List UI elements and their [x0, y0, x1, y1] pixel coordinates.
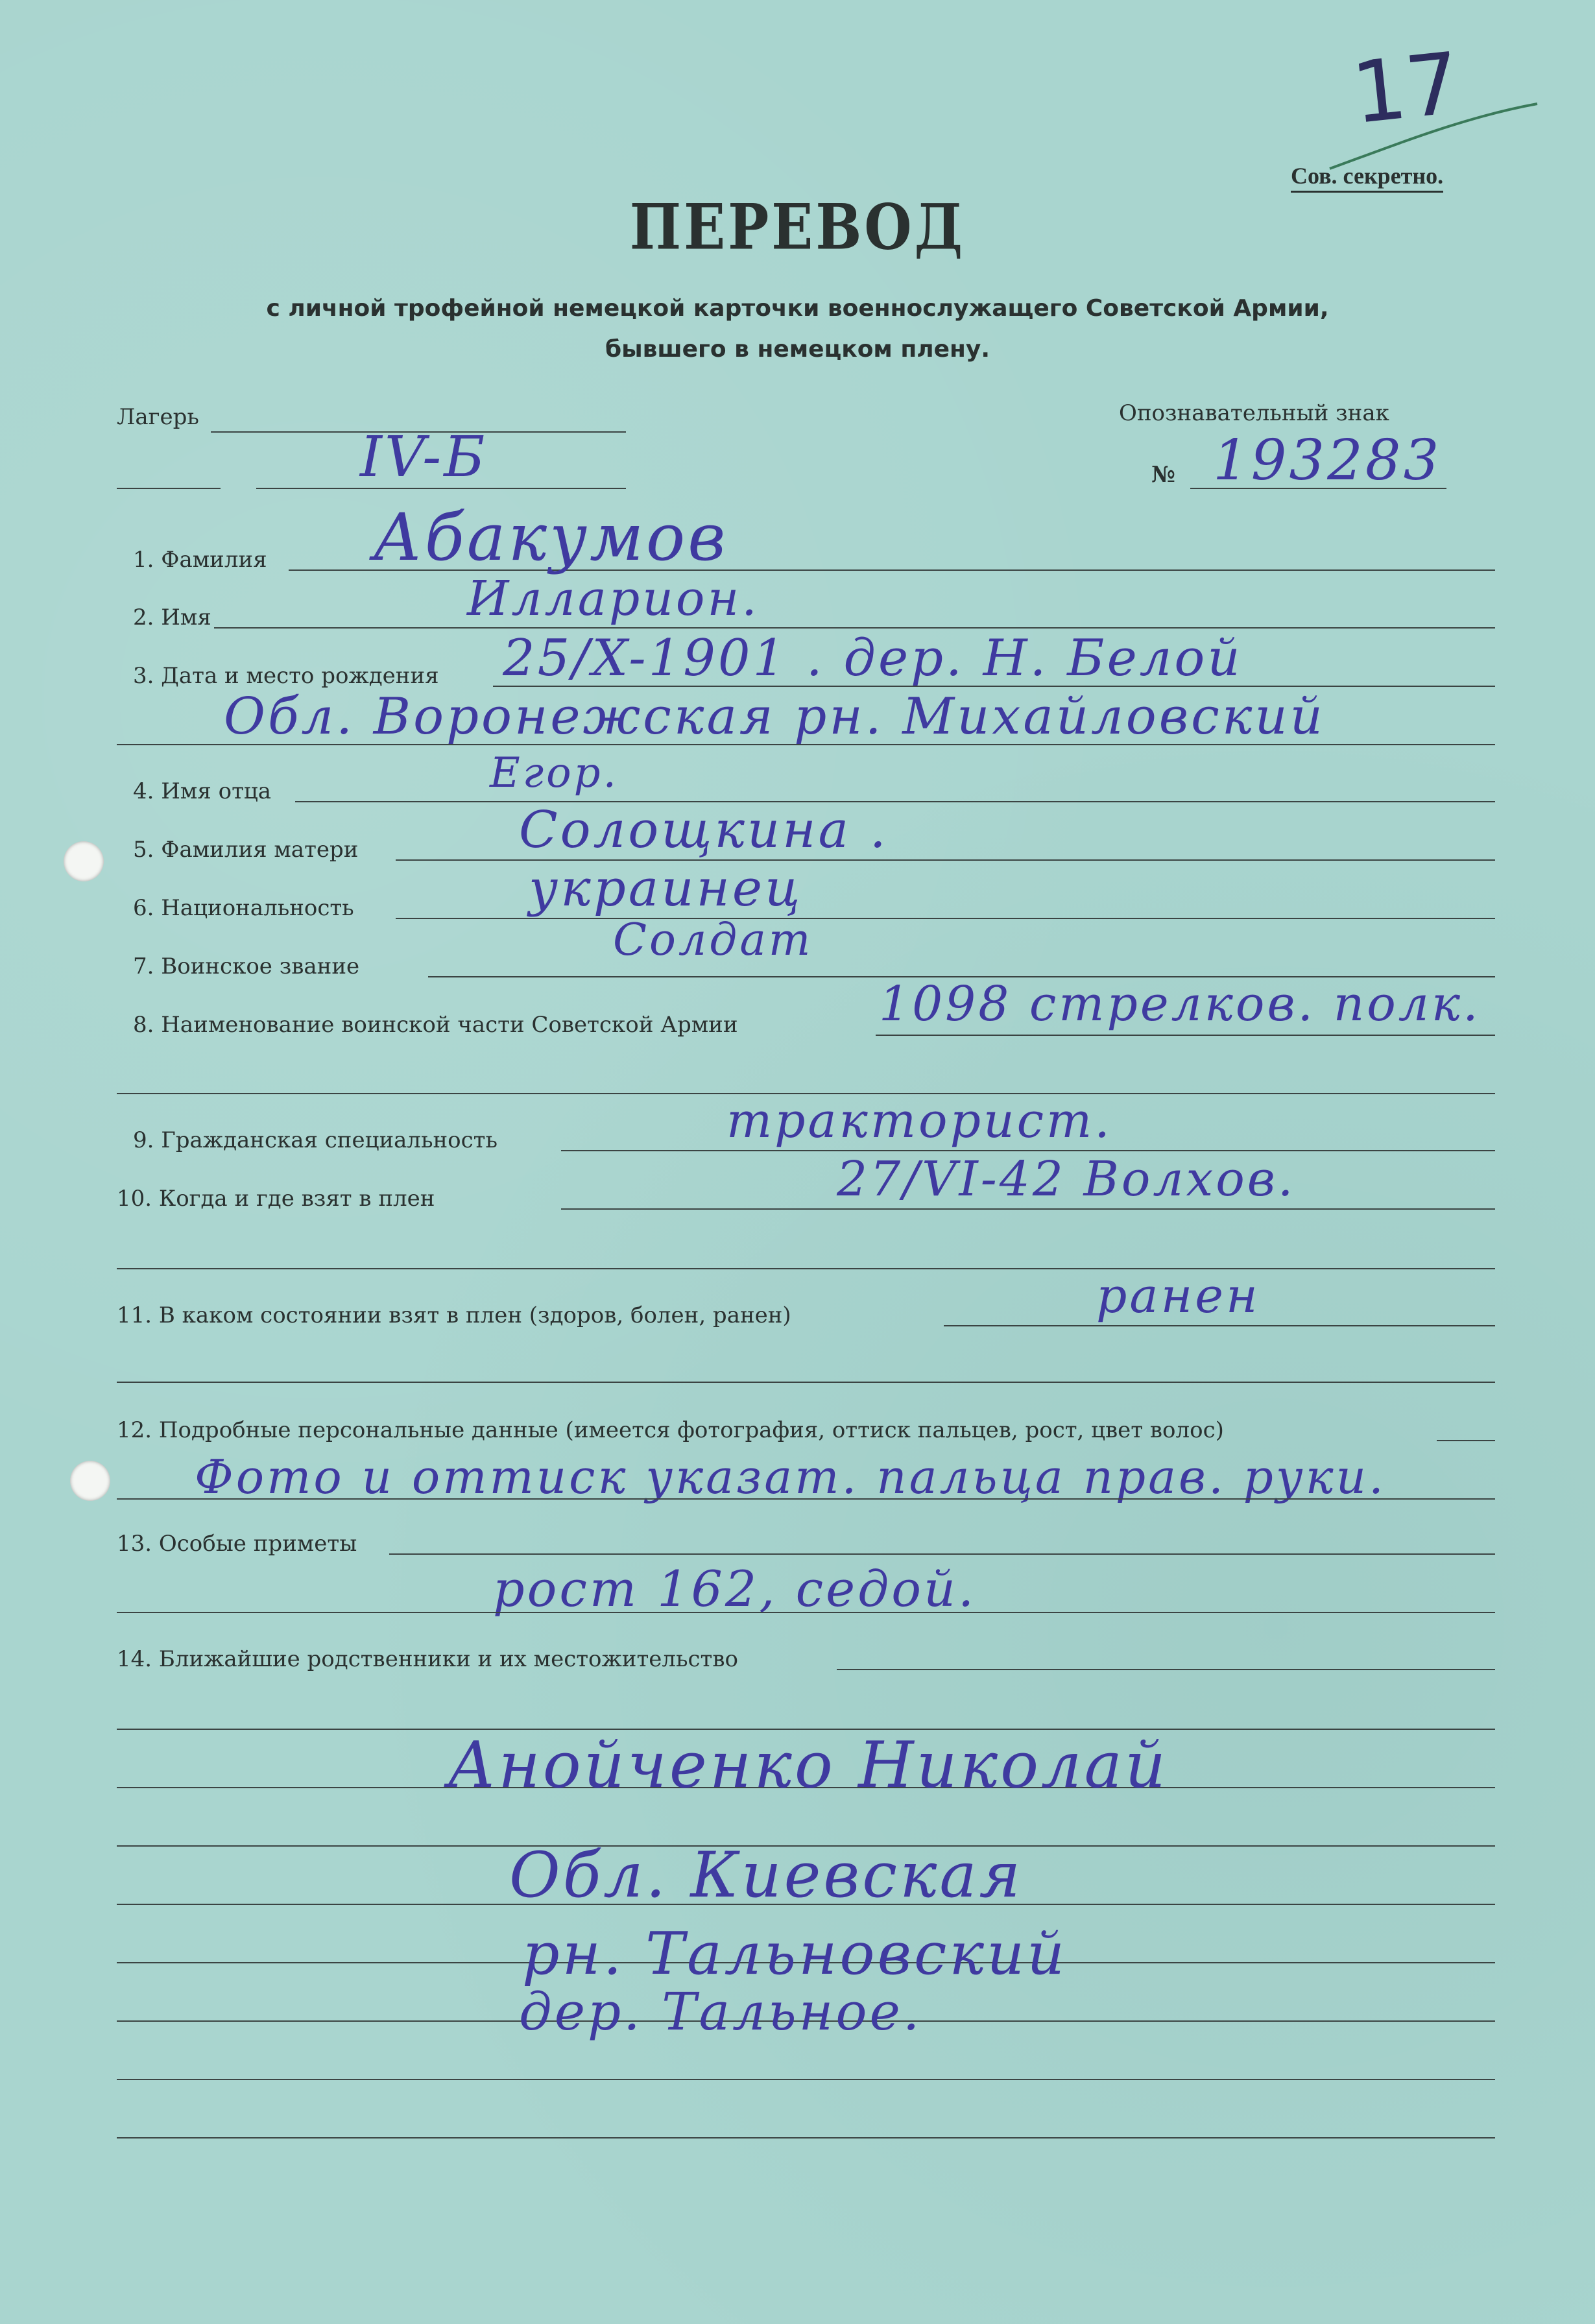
field-birth-value: 25/X-1901 . дер. Н. Белой [503, 629, 1243, 688]
field-civil-label: 9. Гражданская специальность [133, 1127, 498, 1153]
field-captured-label: 10. Когда и где взят в плен [117, 1186, 435, 1212]
field-condition-value: ранен [1096, 1268, 1260, 1324]
field-nationality-value: украинец [529, 859, 803, 918]
field-marks-rule-2 [117, 1612, 1495, 1613]
field-condition-rule-2 [117, 1382, 1495, 1383]
document-subtitle-line2: бывшего в немецком плену. [605, 336, 990, 363]
field-captured-value: 27/VI-42 Волхов. [837, 1151, 1296, 1207]
field-personal-rule [1437, 1440, 1495, 1441]
field-marks-rule [389, 1553, 1495, 1555]
field-nationality-rule [396, 918, 1495, 919]
field-mother-value: Солощкина . [519, 801, 889, 859]
field-surname-label: 1. Фамилия [133, 547, 267, 573]
document-subtitle-line1: с личной трофейной немецкой карточки военнослужащего Советской Армии, [266, 295, 1329, 322]
field-name-rule [214, 627, 1495, 629]
field-birth-label: 3. Дата и место рождения [133, 663, 439, 689]
field-surname-value: Абакумов [373, 499, 728, 575]
document-title: ПЕРЕВОД [629, 189, 966, 264]
field-rank-value: Солдат [613, 915, 813, 966]
field-personal-value: Фото и оттиск указат. пальца прав. руки. [195, 1450, 1386, 1504]
camp-label: Лагерь [117, 404, 199, 430]
field-nationality-label: 6. Национальность [133, 895, 354, 921]
field-name-label: 2. Имя [133, 605, 211, 630]
field-marks-label: 13. Особые приметы [117, 1531, 357, 1557]
field-relatives-rule [837, 1669, 1495, 1670]
field-captured-rule-2 [117, 1268, 1495, 1269]
field-name-value: Илларион. [467, 571, 760, 627]
field-father-value: Егор. [490, 749, 619, 797]
relatives-value-line3: рн. Тальновский [522, 1920, 1068, 1988]
field-relatives-label: 14. Ближайшие родственники и их местожительство [117, 1646, 738, 1672]
id-tag-number-sign: № [1151, 462, 1175, 488]
punch-hole-bottom [70, 1461, 110, 1501]
id-tag-label: Опознавательный знак [1119, 400, 1389, 426]
relatives-value-line1: Анойченко Николай [448, 1729, 1169, 1803]
relatives-value-line2: Обл. Киевская [509, 1839, 1024, 1911]
camp-rule-2a [117, 488, 221, 489]
field-personal-rule-2 [117, 1498, 1495, 1500]
field-unit-value: 1098 стрелков. полк. [879, 976, 1481, 1032]
field-captured-rule [561, 1208, 1495, 1210]
field-civil-value: тракторист. [726, 1093, 1112, 1149]
id-tag-value: 193283 [1213, 428, 1442, 493]
field-marks-value: рост 162, седой. [493, 1560, 977, 1618]
sheet-number: 17 [1347, 33, 1465, 143]
field-condition-rule [944, 1325, 1495, 1326]
field-unit-label: 8. Наименование воинской части Советской Армии [133, 1012, 738, 1038]
field-personal-label: 12. Подробные персональные данные (имеется фотография, оттиск пальцев, рост, цвет волос) [117, 1417, 1224, 1443]
relatives-rule-7 [117, 2079, 1495, 2080]
camp-value: IV-Б [360, 425, 488, 490]
field-father-label: 4. Имя отца [133, 778, 272, 804]
field-rank-label: 7. Воинское звание [133, 953, 360, 979]
field-condition-label: 11. В каком состоянии взят в плен (здоров, болен, ранен) [117, 1302, 791, 1328]
relatives-rule-8 [117, 2137, 1495, 2138]
field-mother-label: 5. Фамилия матери [133, 837, 359, 863]
relatives-value-line4: дер. Тальное. [519, 1982, 922, 2042]
field-father-rule [295, 801, 1495, 802]
punch-hole-top [64, 841, 104, 881]
field-unit-rule [876, 1035, 1495, 1036]
classification-label: Сов. секретно. [1291, 162, 1443, 193]
field-birth-value-2: Обл. Воронежская рн. Михайловский [224, 688, 1325, 746]
